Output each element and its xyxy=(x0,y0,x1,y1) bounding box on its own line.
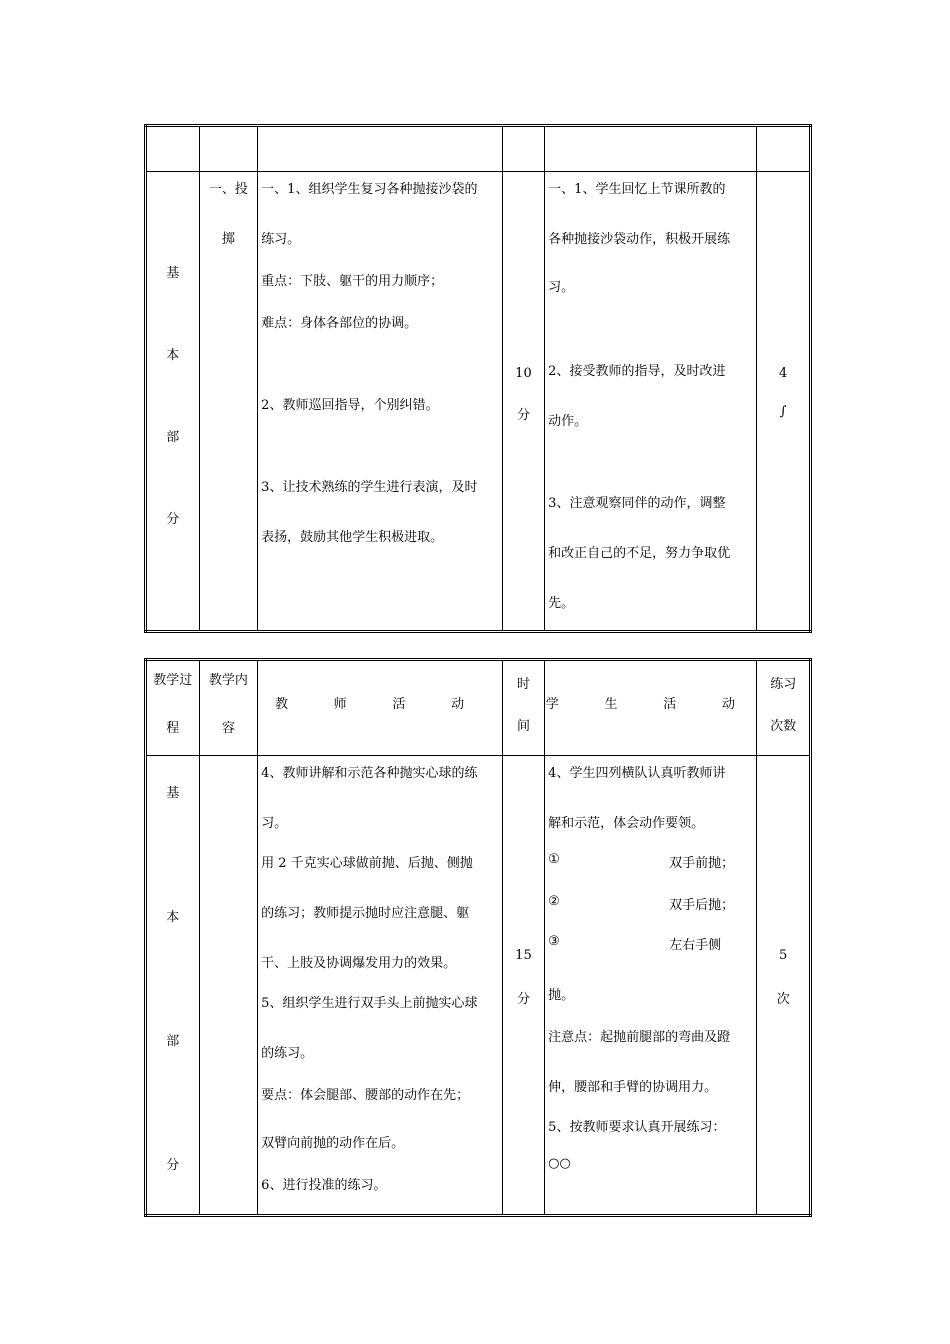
student-line: 先。 xyxy=(548,596,575,611)
teacher-line: 双臂向前抛的动作在后。 xyxy=(261,1136,405,1151)
empty-cell xyxy=(146,126,200,172)
count-value: 5 xyxy=(779,948,788,963)
teacher-line: 的练习。 xyxy=(261,1046,314,1061)
time-value: 10 xyxy=(515,366,532,381)
teacher-line: 重点：下肢、躯干的用力顺序； xyxy=(261,274,444,289)
basic-section-row xyxy=(146,756,811,1216)
time-unit: 分 xyxy=(516,408,530,423)
section-cell xyxy=(146,756,200,1216)
teacher-line: 2、教师巡回指导，个别纠错。 xyxy=(261,398,439,413)
student-list-text: 左右手侧 xyxy=(669,938,722,953)
time-unit: 分 xyxy=(516,992,530,1007)
practice-count-cell xyxy=(757,172,811,632)
teacher-line: 用 2 千克实心球做前抛、后抛、侧抛 xyxy=(261,856,473,871)
student-line: 动作。 xyxy=(548,414,588,429)
student-line: 伸，腰部和手臂的协调用力。 xyxy=(548,1080,718,1095)
student-line: 注意点：起抛前腿部的弯曲及蹬 xyxy=(548,1030,731,1045)
student-activity-cell xyxy=(545,172,757,632)
header-text: 教学过 xyxy=(153,673,193,688)
section-cell xyxy=(146,172,200,632)
header-process xyxy=(146,660,200,756)
teacher-activity-cell xyxy=(258,756,503,1216)
section-char: 分 xyxy=(166,512,180,527)
section-char: 本 xyxy=(166,910,180,925)
teacher-line: 要点：体会腿部、腰部的动作在先； xyxy=(261,1088,470,1103)
header-teacher xyxy=(258,660,503,756)
count-unit: 次 xyxy=(776,992,790,1007)
teacher-line: 干、上肢及协调爆发用力的效果。 xyxy=(261,956,457,971)
teacher-line: 习。 xyxy=(261,816,288,831)
student-line: ○○ xyxy=(548,1156,571,1171)
section-char: 分 xyxy=(166,1158,180,1173)
student-line: 抛。 xyxy=(548,988,575,1003)
teacher-line: 的练习；教师提示抛时应注意腿、躯 xyxy=(261,906,470,921)
student-activity-cell xyxy=(545,756,757,1216)
student-line: 习。 xyxy=(548,280,575,295)
student-list-mark: ② xyxy=(548,894,560,909)
section-char: 基 xyxy=(166,266,180,281)
time-value: 15 xyxy=(515,948,532,963)
section-char: 部 xyxy=(166,430,180,445)
header-text: 间 xyxy=(516,719,530,734)
header-text: 次数 xyxy=(770,719,797,734)
header-text: 练习 xyxy=(770,677,797,692)
student-line: 5、按教师要求认真开展练习： xyxy=(548,1120,726,1135)
empty-cell xyxy=(545,126,757,172)
header-count xyxy=(757,660,811,756)
time-cell xyxy=(502,756,544,1216)
content-cell xyxy=(199,172,258,632)
empty-header-row xyxy=(146,126,811,172)
teacher-line: 4、教师讲解和示范各种抛实心球的练 xyxy=(261,766,478,781)
student-line: 4、学生四列横队认真听教师讲 xyxy=(548,766,726,781)
content-line: 掷 xyxy=(221,232,235,247)
header-student xyxy=(545,660,757,756)
header-text: 程 xyxy=(166,721,180,736)
content-line: 一、投 xyxy=(208,182,248,197)
student-line: 各种抛接沙袋动作，积极开展练 xyxy=(548,232,731,247)
empty-cell xyxy=(757,126,811,172)
count-unit: ∫ xyxy=(779,404,787,419)
student-line: 2、接受教师的指导，及时改进 xyxy=(548,364,726,379)
practice-count-cell xyxy=(757,756,811,1216)
teacher-line: 表扬，鼓励其他学生积极进取。 xyxy=(261,530,444,545)
empty-cell xyxy=(502,126,544,172)
teacher-line: 一、1、组织学生复习各种抛接沙袋的 xyxy=(261,182,478,197)
empty-cell xyxy=(199,126,258,172)
count-value: 4 xyxy=(779,366,788,381)
student-list-text: 双手前抛； xyxy=(669,856,735,871)
student-list-text: 双手后抛； xyxy=(669,898,735,913)
header-row xyxy=(146,660,811,756)
section-char: 部 xyxy=(166,1034,180,1049)
header-text: 教学内 xyxy=(208,673,248,688)
teacher-line: 3、让技术熟练的学生进行表演，及时 xyxy=(261,480,478,495)
header-text: 教 师 活 动 xyxy=(274,697,485,712)
content-cell xyxy=(199,756,258,1216)
basic-section-row xyxy=(146,172,811,632)
teacher-line: 难点：身体各部位的协调。 xyxy=(261,316,418,331)
student-line: 解和示范，体会动作要领。 xyxy=(548,816,705,831)
student-list-mark: ① xyxy=(548,852,560,867)
lesson-table-1 xyxy=(144,124,812,633)
student-line: 一、1、学生回忆上节课所教的 xyxy=(548,182,726,197)
teacher-line: 5、组织学生进行双手头上前抛实心球 xyxy=(261,996,478,1011)
header-text: 时 xyxy=(516,677,530,692)
teacher-line: 6、进行投准的练习。 xyxy=(261,1178,387,1193)
section-char: 本 xyxy=(166,348,180,363)
header-time xyxy=(502,660,544,756)
teacher-activity-cell xyxy=(258,172,503,632)
section-char: 基 xyxy=(166,786,180,801)
student-line: 和改正自己的不足，努力争取优 xyxy=(548,546,731,561)
empty-cell xyxy=(258,126,503,172)
header-content xyxy=(199,660,258,756)
student-list-mark: ③ xyxy=(548,934,560,949)
time-cell xyxy=(502,172,544,632)
student-line: 3、注意观察同伴的动作，调整 xyxy=(548,496,726,511)
lesson-table-2 xyxy=(144,658,812,1217)
teacher-line: 练习。 xyxy=(261,232,301,247)
header-text: 学 生 活 动 xyxy=(545,697,756,712)
header-text: 容 xyxy=(221,721,235,736)
